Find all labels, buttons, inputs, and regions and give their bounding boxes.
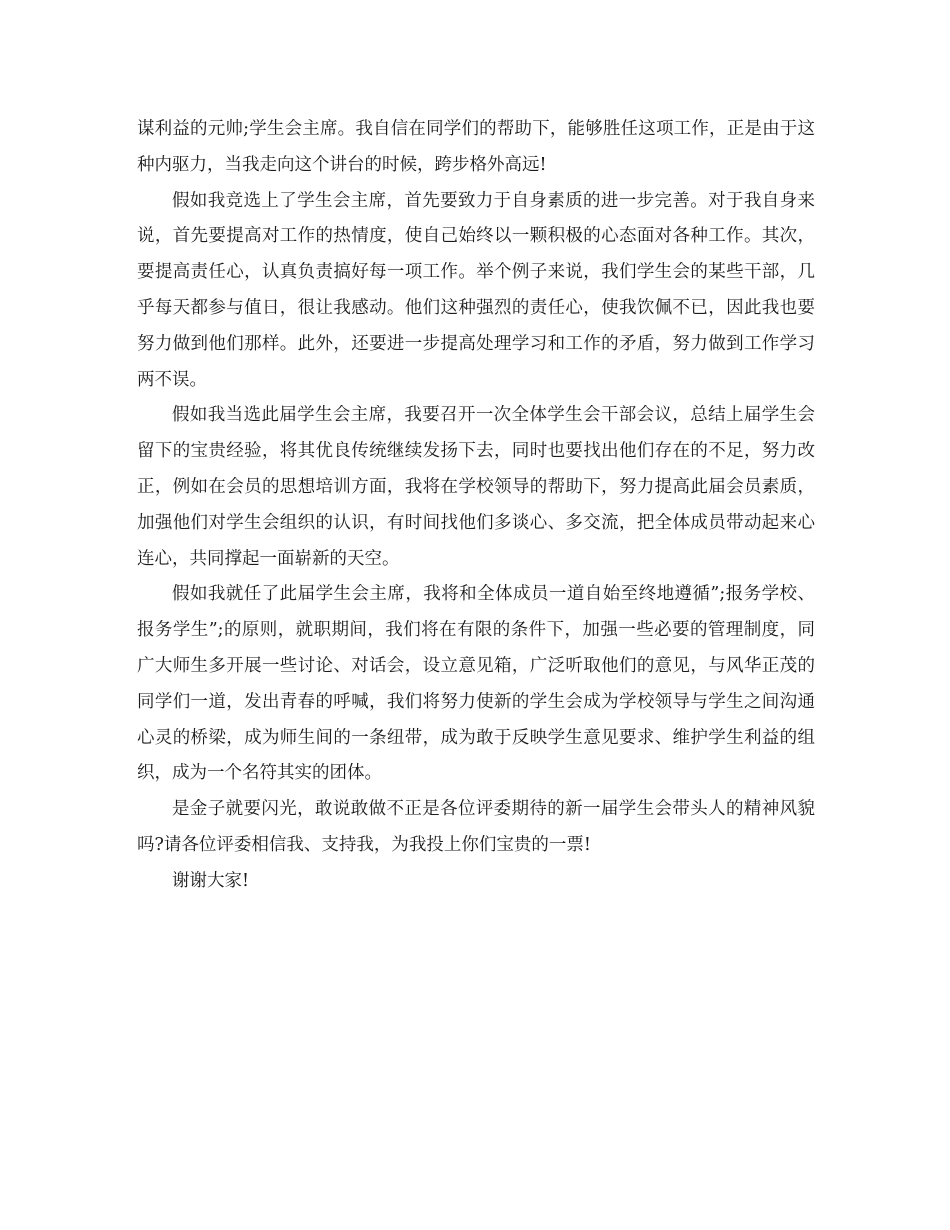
paragraph-principles: 假如我就任了此届学生会主席，我将和全体成员一道自始至终地遵循”;报务学校、报务学生”;的原则，就职期间，我们将在有限的条件下，加强一些必要的管理制度，同广大师生多开展一些讨论、对话会，设立意见箱，广泛听取他们的意见，与风华正茂的同学们一道，发出青春的呼喊，我们将努力使新的学生会成为学校领导与学生之间沟通心灵的桥梁，成为师生间的一条纽带，成为敢于反映学生意见要求、维护学生利益的组织，成为一个名符其实的团体。 bbox=[137, 584, 815, 784]
paragraph-thanks: 谢谢大家! bbox=[172, 870, 250, 891]
paragraph-appeal: 是金子就要闪光，敢说敢做不正是各位评委期待的新一届学生会带头人的精神风貌吗?请各位评委相信我、支持我，为我投上你们宝贵的一票! bbox=[137, 799, 815, 855]
paragraph-cadre-meeting: 假如我当选此届学生会主席，我要召开一次全体学生会干部会议，总结上届学生会留下的宝贵经验，将其优良传统继续发扬下去，同时也要找出他们存在的不足，努力改正，例如在会员的思想培训方面，我将在学校领导的帮助下，努力提高此届会员素质，加强他们对学生会组织的认识，有时间找他们多谈心、多交流，把全体成员带动起来心连心，共同撑起一面崭新的天空。 bbox=[137, 405, 815, 569]
paragraph-self-improvement: 假如我竞选上了学生会主席，首先要致力于自身素质的进一步完善。对于我自身来说，首先要提高对工作的热情度，使自己始终以一颗积极的心态面对各种工作。其次，要提高责任心，认真负责搞好每一项工作。举个例子来说，我们学生会的某些干部，几乎每天都参与值日，很让我感动。他们这种强烈的责任心，使我饮佩不已，因此我也要努力做到他们那样。此外，还要进一步提高处理学习和工作的矛盾，努力做到工作学习两不误。 bbox=[137, 190, 815, 390]
speech-body bbox=[137, 112, 815, 900]
paragraph-continuation: 谋利益的元帅;学生会主席。我自信在同学们的帮助下，能够胜任这项工作，正是由于这种内驱力，当我走向这个讲台的时候，跨步格外高远! bbox=[137, 119, 815, 175]
